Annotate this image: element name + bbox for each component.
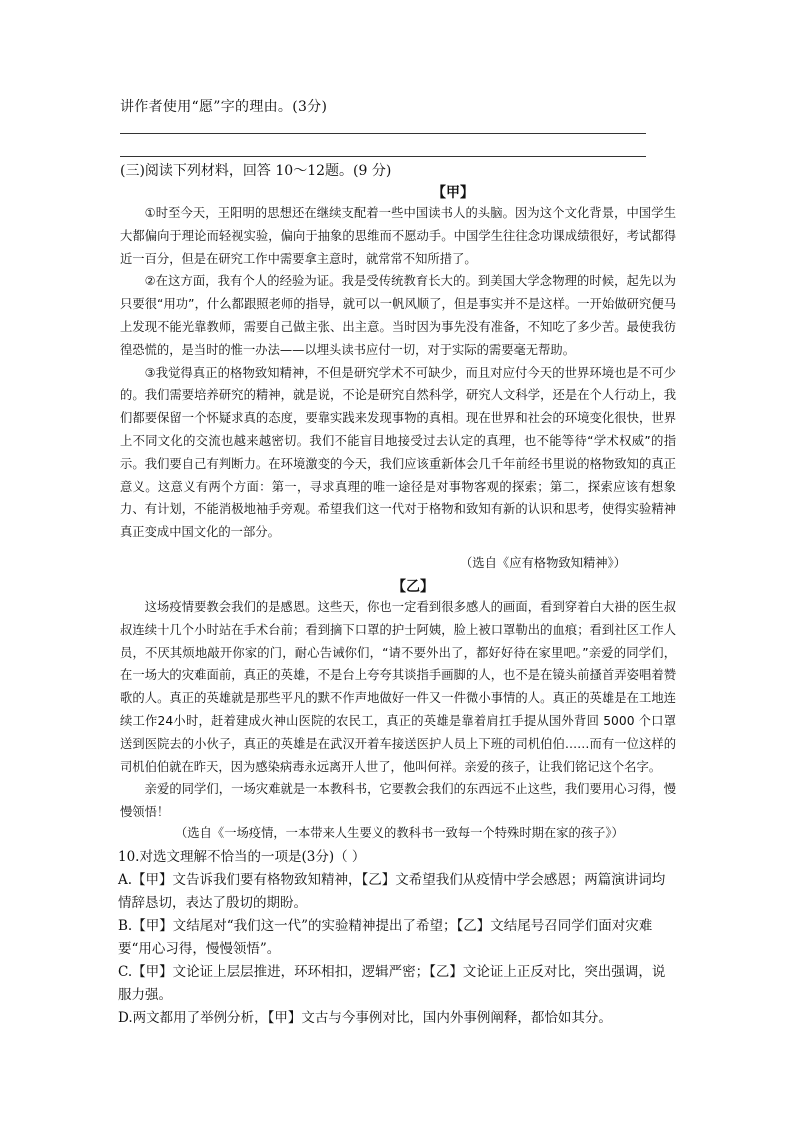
- passage-jia-body: [120, 202, 676, 544]
- passage-yi-paragraph: 亲爱的同学们，一场灾难就是一本教科书，它要教会我们的东西远不止这些，我们要用心习得，慢慢领悟！: [120, 782, 676, 820]
- answer-line[interactable]: [120, 133, 646, 134]
- passage-yi-paragraph: 这场疫情要教会我们的是感恩。这些天，你也一定看到很多感人的画面，看到穿着白大褂的医生叔叔连续十几个小时站在手术台前；看到摘下口罩的护士阿姨，脸上被口罩勒出的血痕；看到社区工作人员，不厌其烦地敲开你家的门，耐心告诫你们，“请不要外出了，都好好待在家里吧。”亲爱的同学们，在一场大的灾难面前，真正的英雄，不是台上夸夸其谈指手画脚的人，也不是在镜头前搔首弄姿唱着赞歌的人。真正的英雄就是那些平凡的默不作声地做好一件又一件微小事情的人。真正的英雄是在工地连续工作24小时，赶着建成火神山医院的农民工，真正的英雄是靠着肩扛手提从国外背回 5000 个口罩送到医院去的小伙子，真正的英雄是在武汉开着车接送医护人员上下班的司机伯伯……而有一位这样的司机伯伯就在昨天，因为感染病毒永远离开人世了，他叫何祥。亲爱的孩子，让我们铭记这个名字。: [120, 600, 676, 774]
- answer-line[interactable]: [120, 156, 646, 157]
- passage-yi-body: [120, 596, 676, 824]
- passage-jia-paragraph: ③我觉得真正的格物致知精神，不但是研究学术不可缺少，而且对应付今天的世界环境也是不可少的。我们需要培养研究的精神，就是说，不论是研究自然科学，研究人文科学，还是在个人行动上，我们都要保留一个怀疑求真的态度，要靠实践来发现事物的真相。现在世界和社会的环境变化很快，世界上不同文化的交流也越来越密切。我们不能盲目地接受过去认定的真理，也不能等待“学术权威”的指示。我们要自己有判断力。在环境激变的今天，我们应该重新体会几千年前经书里说的格物致知的真正意义。这意义有两个方面：第一，寻求真理的唯一途径是对事物客观的探索；第二，探索应该有想象力、有计划，不能消极地袖手旁观。希望我们这一代对于格物和致知有新的认识和思考，使得实验精神真正变成中国文化的一部分。: [120, 365, 676, 540]
- question-10-stem: 10.对选文理解不恰当的一项是(3分)（ ）: [118, 849, 366, 865]
- option-a[interactable]: A.【甲】文告诉我们要有格物致知精神，【乙】文希望我们从疫情中学会感恩；两篇演讲词均情辞恳切，表达了殷切的期盼。: [118, 872, 666, 911]
- question-10: [118, 846, 678, 1030]
- section-3-header: (三)阅读下列材料，回答 10～12题。(9 分): [120, 163, 392, 179]
- passage-jia-paragraph: ②在这方面，我有个人的经验为证。我是受传统教育长大的。到美国大学念物理的时候，起先以为只要很“用功”，什么都跟照老师的指导，就可以一帆风顺了，但是事实并不是这样。一开始做研究便马上发现不能光靠教师，需要自己做主张、出主意。当时因为事先没有准备，不知吃了多少苦。最使我彷徨恐慌的，是当时的惟一办法——以埋头读书应付一切，对于实际的需要毫无帮助。: [120, 274, 676, 357]
- option-d[interactable]: D.两文都用了举例分析，【甲】文古与今事例对比，国内外事例阐释，都恰如其分。: [118, 1010, 612, 1026]
- passage-yi-title: 【乙】: [392, 579, 434, 595]
- option-c[interactable]: C.【甲】文论证上层层推进，环环相扣，逻辑严密；【乙】文论证上正反对比，突出强调，说服力强。: [118, 964, 666, 1003]
- passage-jia-source: （选自《应有格物致知精神》）: [460, 556, 627, 570]
- option-b[interactable]: B.【甲】文结尾对“我们这一代”的实验精神提出了希望；【乙】文结尾号召同学们面对灾难要“用心习得，慢慢领悟”。: [118, 918, 653, 957]
- passage-jia-title: 【甲】: [432, 185, 474, 201]
- question-9-tail: 讲作者使用“愿”字的理由。(3分): [120, 99, 328, 115]
- passage-yi-source: （选自《一场疫情，一本带来人生要义的教科书一致每一个特殊时期在家的孩子》）: [175, 826, 624, 840]
- passage-jia-paragraph: ①时至今天，王阳明的思想还在继续支配着一些中国读书人的头脑。因为这个文化背景，中国学生大都偏向于理论而轻视实验，偏向于抽象的思维而不愿动手。中国学生往往念功课成绩很好，考试都得近一百分，但是在研究工作中需要拿主意时，就常常不知所措了。: [120, 206, 676, 266]
